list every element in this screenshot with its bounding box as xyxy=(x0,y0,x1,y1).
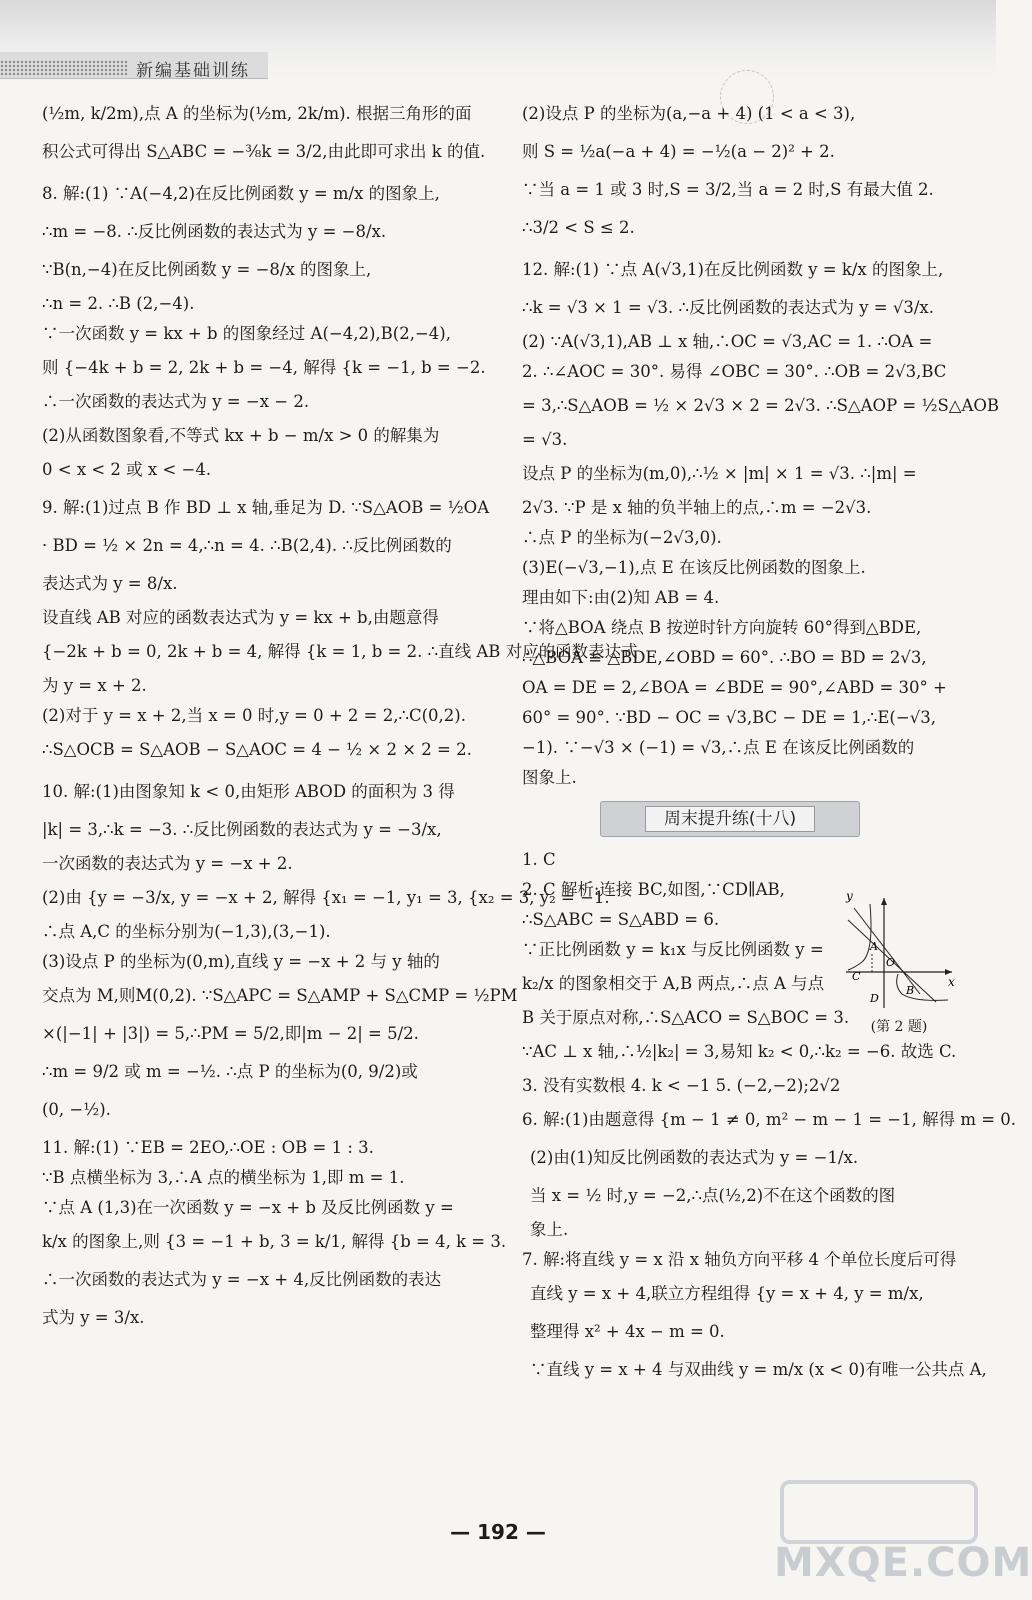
text-line: k/x 的图象上,则 {3 = −1 + b, 3 = k/1, 解得 {b = 4, k = 3. xyxy=(42,1232,507,1251)
hyperbola-lower-right xyxy=(897,974,948,1000)
text-line: ∴k = √3 × 1 = √3. ∴反比例函数的表达式为 y = √3/x. xyxy=(522,298,934,317)
text-line: 一次函数的表达式为 y = −x + 2. xyxy=(42,854,293,873)
text-line: k₂/x 的图象相交于 A,B 两点,∴点 A 与点 xyxy=(522,974,825,993)
text-line: 图象上. xyxy=(522,768,577,787)
text-line: ∴一次函数的表达式为 y = −x + 4,反比例函数的表达 xyxy=(42,1270,442,1289)
text-line: 60° = 90°. ∵BD − OC = √3,BC − DE = 1,∴E(−√3, xyxy=(522,708,936,727)
text-line: 整理得 x² + 4x − m = 0. xyxy=(530,1322,725,1341)
text-line: ∴点 A,C 的坐标分别为(−1,3),(3,−1). xyxy=(42,922,331,941)
text-line: 设直线 AB 对应的函数表达式为 y = kx + b,由题意得 xyxy=(42,608,439,627)
point-label-a: A xyxy=(870,940,878,953)
text-line: ∵一次函数 y = kx + b 的图象经过 A(−4,2),B(2,−4), xyxy=(42,324,451,343)
point-label-c: C xyxy=(852,970,861,983)
axis-label-y: y xyxy=(846,889,853,903)
text-line: 为 y = x + 2. xyxy=(42,676,147,695)
page-number: — 192 — xyxy=(450,1520,546,1544)
text-line: · BD = ½ × 2n = 4,∴n = 4. ∴B(2,4). ∴反比例函数的 xyxy=(42,536,452,555)
watermark-logo-icon xyxy=(780,1480,978,1544)
point-label-d: D xyxy=(870,992,879,1005)
text-line: = √3. xyxy=(522,430,568,449)
text-line: ∴m = 9/2 或 m = −½. ∴点 P 的坐标为(0, 9/2)或 xyxy=(42,1062,418,1081)
text-line: 7. 解:将直线 y = x 沿 x 轴负方向平移 4 个单位长度后可得 xyxy=(522,1250,957,1269)
watermark-text: MXQE.COM xyxy=(774,1540,1032,1586)
text-line: 理由如下:由(2)知 AB = 4. xyxy=(522,588,720,607)
text-line: ∴一次函数的表达式为 y = −x − 2. xyxy=(42,392,310,411)
text-line: (2)对于 y = x + 2,当 x = 0 时,y = 0 + 2 = 2,∴C(0,2). xyxy=(42,706,466,725)
text-line: 1. C xyxy=(522,850,556,869)
text-line: (0, −½). xyxy=(42,1100,111,1119)
right-column xyxy=(522,95,1017,1389)
section-banner-title: 周末提升练(十八) xyxy=(645,806,815,832)
header-title: 新编基础训练 xyxy=(136,61,250,81)
text-line: 则 S = ½a(−a + 4) = −½(a − 2)² + 2. xyxy=(522,142,835,161)
axis-label-x: x xyxy=(948,975,955,989)
text-line: 直线 y = x + 4,联立方程组得 {y = x + 4, y = m/x, xyxy=(530,1284,924,1303)
text-line: ∴点 P 的坐标为(−2√3,0). xyxy=(522,528,722,547)
header-dots xyxy=(0,60,128,76)
text-line: 当 x = ½ 时,y = −2,∴点(½,2)不在这个函数的图 xyxy=(530,1186,896,1205)
text-line: 8. 解:(1) ∵A(−4,2)在反比例函数 y = m/x 的图象上, xyxy=(42,184,440,203)
text-line: 0 < x < 2 或 x < −4. xyxy=(42,460,212,479)
text-line: (3)设点 P 的坐标为(0,m),直线 y = −x + 2 与 y 轴的 xyxy=(42,952,440,971)
coordinate-diagram xyxy=(840,890,958,1014)
text-line: 2. ∴∠AOC = 30°. 易得 ∠OBC = 30°. ∴OB = 2√3,BC xyxy=(522,362,947,381)
text-line: ∵直线 y = x + 4 与双曲线 y = m/x (x < 0)有唯一公共点 A, xyxy=(530,1360,987,1379)
text-line: (2)从函数图象看,不等式 kx + b − m/x > 0 的解集为 xyxy=(42,426,440,445)
text-line: ∴n = 2. ∴B (2,−4). xyxy=(42,294,195,313)
text-line: 交点为 M,则M(0,2). ∵S△APC = S△AMP + S△CMP = ½PM xyxy=(42,986,518,1005)
text-line: ∵点 A (1,3)在一次函数 y = −x + b 及反比例函数 y = xyxy=(42,1198,454,1217)
text-line: (½m, k/2m),点 A 的坐标为(½m, 2k/m). 根据三角形的面 xyxy=(42,104,472,123)
text-line: |k| = 3,∴k = −3. ∴反比例函数的表达式为 y = −3/x, xyxy=(42,820,442,839)
text-line: ∵将△BOA 绕点 B 按逆时针方向旋转 60°得到△BDE, xyxy=(522,618,922,637)
text-line: (2)由(1)知反比例函数的表达式为 y = −1/x. xyxy=(530,1148,859,1167)
text-line: ∵正比例函数 y = k₁x 与反比例函数 y = xyxy=(522,940,824,959)
text-line: 表达式为 y = 8/x. xyxy=(42,574,178,593)
text-line: ∵AC ⊥ x 轴,∴½|k₂| = 3,易知 k₂ < 0,∴k₂ = −6. 故选 C. xyxy=(522,1042,957,1061)
text-line: 设点 P 的坐标为(m,0),∴½ × |m| × 1 = √3. ∴|m| = xyxy=(522,464,917,483)
point-label-b: B xyxy=(906,984,915,997)
watermark xyxy=(770,1478,1032,1588)
text-line: 3. 没有实数根 4. k < −1 5. (−2,−2);2√2 xyxy=(522,1076,841,1095)
text-line: 积公式可得出 S△ABC = −⅜k = 3/2,由此即可求出 k 的值. xyxy=(42,142,486,161)
line-ab xyxy=(854,908,920,994)
text-line: ∴S△ABC = S△ABD = 6. xyxy=(522,910,720,929)
text-line: = 3,∴S△AOB = ½ × 2√3 × 2 = 2√3. ∴S△AOP = ½S△AOB xyxy=(522,396,1000,415)
text-line: ×(|−1| + |3|) = 5,∴PM = 5/2,即|m − 2| = 5/2. xyxy=(42,1024,419,1043)
text-line: {−2k + b = 0, 2k + b = 4, 解得 {k = 1, b = 2. ∴直线 AB 对应的函数表达式 xyxy=(42,642,638,661)
text-line: ∵B 点横坐标为 3,∴A 点的横坐标为 1,即 m = 1. xyxy=(42,1168,405,1187)
text-line: (2)设点 P 的坐标为(a,−a + 4) (1 < a < 3), xyxy=(522,104,856,123)
text-line: ∵当 a = 1 或 3 时,S = 3/2,当 a = 2 时,S 有最大值 2. xyxy=(522,180,934,199)
text-line: 9. 解:(1)过点 B 作 BD ⊥ x 轴,垂足为 D. ∵S△AOB = ½OA xyxy=(42,498,490,517)
text-line: 2. C 解析:连接 BC,如图,∵CD∥AB, xyxy=(522,880,785,899)
text-line: 10. 解:(1)由图象知 k < 0,由矩形 ABOD 的面积为 3 得 xyxy=(42,782,455,801)
text-line: B 关于原点对称,∴S△ACO = S△BOC = 3. xyxy=(522,1008,850,1027)
text-line: 则 {−4k + b = 2, 2k + b = −4, 解得 {k = −1, b = −2. xyxy=(42,358,486,377)
text-line: ∴S△OCB = S△AOB − S△AOC = 4 − ½ × 2 × 2 = 2. xyxy=(42,740,472,759)
text-line: 6. 解:(1)由题意得 {m − 1 ≠ 0, m² − m − 1 = −1, 解得 m = 0. xyxy=(522,1110,1017,1129)
text-line: 2√3. ∵P 是 x 轴的负半轴上的点,∴m = −2√3. xyxy=(522,498,872,517)
text-line: 11. 解:(1) ∵EB = 2EO,∴OE : OB = 1 : 3. xyxy=(42,1138,374,1157)
text-line: ∴△BOA ≌ △BDE,∠OBD = 60°. ∴BO = BD = 2√3, xyxy=(522,648,927,667)
problem-2-figure xyxy=(840,890,958,1040)
figure-caption: (第 2 题) xyxy=(870,1019,928,1035)
text-line: 式为 y = 3/x. xyxy=(42,1308,145,1327)
text-line: 12. 解:(1) ∵点 A(√3,1)在反比例函数 y = k/x 的图象上, xyxy=(522,260,944,279)
point-label-o: O xyxy=(886,956,896,969)
text-line: −1). ∵−√3 × (−1) = √3,∴点 E 在该反比例函数的 xyxy=(522,738,915,757)
text-line: (2)由 {y = −3/x, y = −x + 2, 解得 {x₁ = −1, y₁ = 3, {x₂ = 3, y₂ = −1. xyxy=(42,888,610,907)
text-line: ∴3/2 < S ≤ 2. xyxy=(522,218,635,237)
text-line: ∴m = −8. ∴反比例函数的表达式为 y = −8/x. xyxy=(42,222,387,241)
text-line: (3)E(−√3,−1),点 E 在该反比例函数的图象上. xyxy=(522,558,866,577)
text-line: ∵B(n,−4)在反比例函数 y = −8/x 的图象上, xyxy=(42,260,372,279)
hyperbola-upper-left xyxy=(848,904,871,970)
text-line: OA = DE = 2,∠BOA = ∠BDE = 90°,∠ABD = 30° + xyxy=(522,678,947,697)
section-banner xyxy=(600,801,860,837)
y-axis-arrow xyxy=(881,898,887,905)
text-line: 象上. xyxy=(530,1220,569,1239)
text-line: (2) ∵A(√3,1),AB ⊥ x 轴,∴OC = √3,AC = 1. ∴OA = xyxy=(522,332,933,351)
